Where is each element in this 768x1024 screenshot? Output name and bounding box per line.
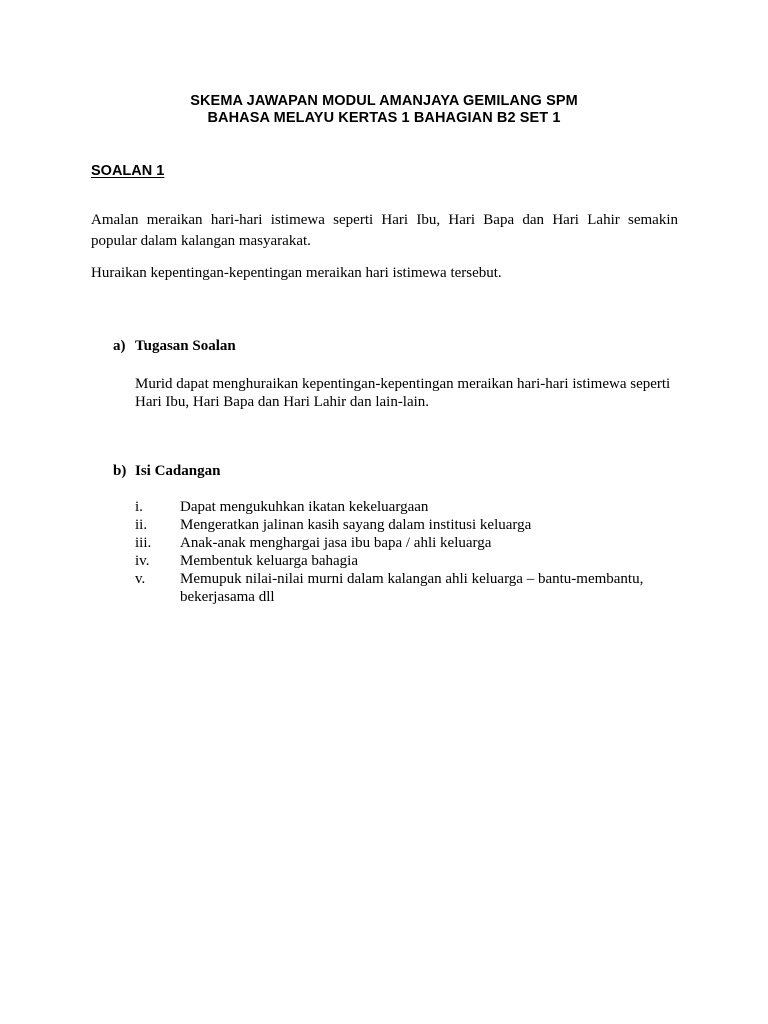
section-a-label: Tugasan Soalan [135,338,236,354]
question-instruction: Huraikan kepentingan-kepentingan meraikan hari istimewa tersebut. [91,265,502,281]
section-b-label: Isi Cadangan [135,463,221,479]
question-text-line-2: popular dalam kalangan masyarakat. [91,233,311,249]
document-title-line-2: BAHASA MELAYU KERTAS 1 BAHAGIAN B2 SET 1 [207,110,561,126]
document-title-line-1: SKEMA JAWAPAN MODUL AMANJAYA GEMILANG SPM [190,93,578,109]
soalan-heading: SOALAN 1 [91,163,165,179]
list-item-text: Membentuk keluarga bahagia [180,553,358,569]
section-a-body-line-2: Hari Ibu, Hari Bapa dan Hari Lahir dan lain-lain. [135,394,430,410]
list-item-text: Dapat mengukuhkan ikatan kekeluargaan [180,499,429,515]
list-item-number: v. [135,571,146,587]
list-item-number: iv. [135,553,150,569]
section-a-marker: a) [113,338,126,354]
list-item-continuation: bekerjasama dll [180,589,275,605]
list-item-number: iii. [135,535,152,551]
list-item-number: i. [135,499,143,515]
question-text-line-1: Amalan meraikan hari-hari istimewa seperti Hari Ibu, Hari Bapa dan Hari Lahir semakin [91,212,678,228]
list-item-text: Mengeratkan jalinan kasih sayang dalam institusi keluarga [180,517,532,533]
section-a-body-line-1: Murid dapat menghuraikan kepentingan-kepentingan meraikan hari-hari istimewa seperti [135,376,671,392]
section-b-marker: b) [113,463,127,479]
list-item-number: ii. [135,517,148,533]
list-item-text: Memupuk nilai-nilai murni dalam kalangan ahli keluarga – bantu-membantu, [180,571,644,587]
list-item-text: Anak-anak menghargai jasa ibu bapa / ahli keluarga [180,535,492,551]
